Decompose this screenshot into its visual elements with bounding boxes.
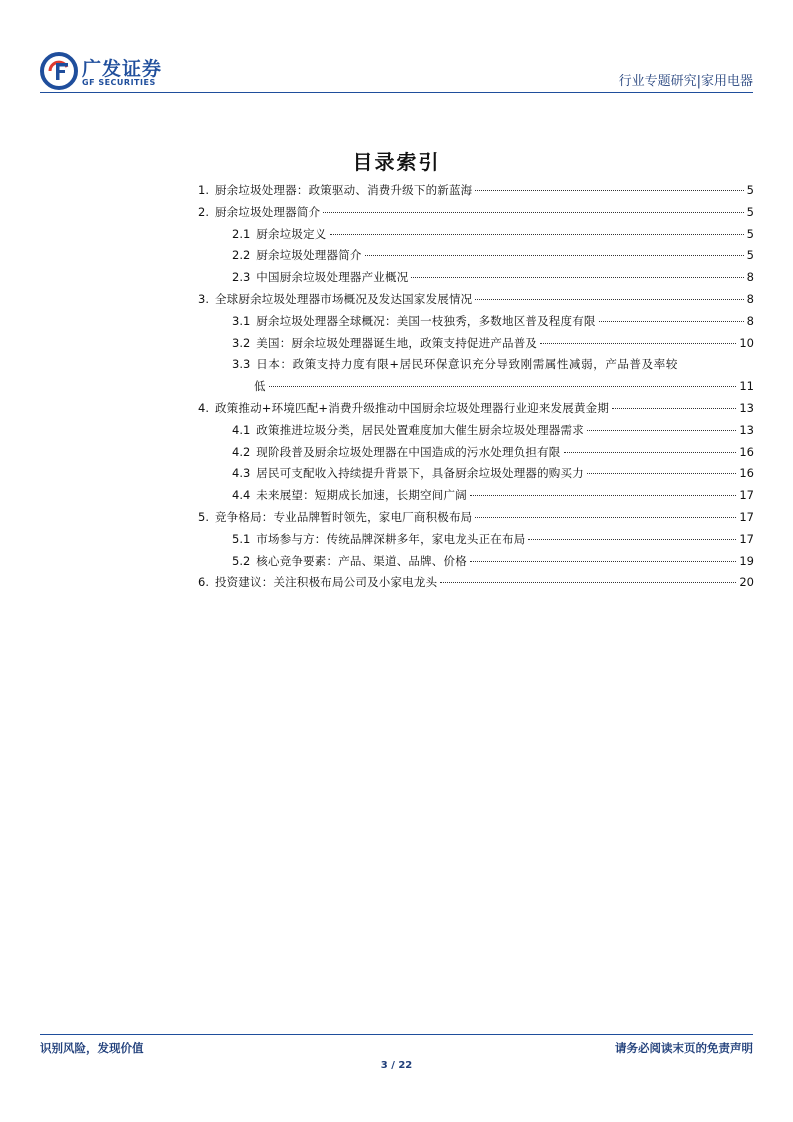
toc-entry[interactable] xyxy=(232,485,754,507)
page-header xyxy=(40,52,753,92)
toc-number: 3.3 xyxy=(232,357,251,372)
toc-leader xyxy=(540,343,736,344)
toc-entry[interactable] xyxy=(232,529,754,551)
toc-leader xyxy=(475,190,743,191)
toc-leader xyxy=(612,408,736,409)
toc-text: 厨余垃圾定义 xyxy=(256,226,327,241)
toc-leader xyxy=(470,495,736,496)
toc-leader xyxy=(587,430,736,431)
toc-leader xyxy=(411,277,743,278)
toc-text: 政策推进垃圾分类，居民处置难度加大催生厨余垃圾处理器需求 xyxy=(256,422,584,437)
toc-text: 核心竞争要素：产品、渠道、品牌、价格 xyxy=(256,553,467,568)
header-divider xyxy=(40,92,753,93)
toc-leader xyxy=(475,299,743,300)
toc-number: 2. xyxy=(198,204,209,219)
toc-text-continued: 低 xyxy=(254,379,266,394)
toc-number: 4.3 xyxy=(232,466,251,481)
page-title: 目录索引 xyxy=(352,150,441,174)
table-of-contents xyxy=(198,180,754,594)
toc-page: 8 xyxy=(746,313,754,328)
toc-page: 19 xyxy=(739,553,754,568)
toc-number: 2.3 xyxy=(232,270,251,285)
toc-number: 5. xyxy=(198,509,209,524)
toc-leader xyxy=(475,517,736,518)
footer-divider xyxy=(40,1034,753,1035)
toc-leader xyxy=(470,561,736,562)
toc-number: 3.2 xyxy=(232,335,251,350)
toc-text: 中国厨余垃圾处理器产业概况 xyxy=(256,270,409,285)
toc-number: 4.2 xyxy=(232,444,251,459)
toc-text: 厨余垃圾处理器：政策驱动、消费升级下的新蓝海 xyxy=(214,183,473,197)
toc-entry[interactable] xyxy=(232,442,754,464)
toc-text: 美国：厨余垃圾处理器诞生地，政策支持促进产品普及 xyxy=(256,335,538,350)
logo-text-en: GF SECURITIES xyxy=(82,78,156,87)
toc-leader xyxy=(365,255,744,256)
toc-entry[interactable] xyxy=(232,333,754,355)
toc-number: 2.2 xyxy=(232,248,251,263)
toc-text: 未来展望：短期成长加速，长期空间广阔 xyxy=(256,488,467,503)
toc-page: 20 xyxy=(739,575,754,590)
toc-text: 厨余垃圾处理器简介 xyxy=(256,248,362,263)
report-category: 行业专题研究|家用电器 xyxy=(618,74,753,89)
toc-entry[interactable] xyxy=(232,311,754,333)
toc-text: 政策推动+环境匹配+消费升级推动中国厨余垃圾处理器行业迎来发展黄金期 xyxy=(214,400,610,415)
toc-page: 5 xyxy=(746,226,754,241)
toc-entry[interactable] xyxy=(198,289,754,311)
toc-leader xyxy=(599,321,744,322)
toc-page: 13 xyxy=(739,422,754,437)
toc-text: 投资建议：关注积极布局公司及小家电龙头 xyxy=(214,575,438,590)
toc-page: 16 xyxy=(739,444,754,459)
footer-disclaimer: 请务必阅读末页的免责声明 xyxy=(615,1041,753,1055)
toc-leader xyxy=(587,473,736,474)
toc-leader xyxy=(528,539,736,540)
toc-entry[interactable] xyxy=(232,420,754,442)
toc-text: 竞争格局：专业品牌暂时领先，家电厂商积极布局 xyxy=(214,509,473,524)
toc-text: 日本：政策支持力度有限+居民环保意识充分导致刚需属性减弱，产品普及率较 xyxy=(256,357,678,372)
toc-entry[interactable] xyxy=(232,267,754,289)
toc-entry[interactable] xyxy=(198,572,754,594)
toc-page: 5 xyxy=(746,204,754,219)
toc-number: 4.1 xyxy=(232,422,251,437)
toc-page: 11 xyxy=(739,379,754,394)
toc-text: 厨余垃圾处理器全球概况：美国一枝独秀，多数地区普及程度有限 xyxy=(256,313,596,328)
toc-leader xyxy=(323,212,743,213)
toc-entry[interactable] xyxy=(198,202,754,224)
toc-page: 17 xyxy=(739,488,754,503)
toc-text: 市场参与方：传统品牌深耕多年，家电龙头正在布局 xyxy=(256,531,526,546)
toc-entry[interactable] xyxy=(232,245,754,267)
toc-number: 4.4 xyxy=(232,488,251,503)
toc-entry[interactable] xyxy=(232,551,754,573)
toc-text: 现阶段普及厨余垃圾处理器在中国造成的污水处理负担有限 xyxy=(256,444,561,459)
toc-number: 2.1 xyxy=(232,226,251,241)
footer-slogan: 识别风险，发现价值 xyxy=(40,1041,144,1055)
toc-entry[interactable] xyxy=(198,398,754,420)
toc-number: 5.1 xyxy=(232,531,251,546)
toc-entry[interactable] xyxy=(232,463,754,485)
toc-number: 3.1 xyxy=(232,313,251,328)
toc-leader xyxy=(440,582,736,583)
toc-page: 5 xyxy=(746,183,754,197)
toc-number: 4. xyxy=(198,400,209,415)
toc-page: 13 xyxy=(739,400,754,415)
toc-number: 3. xyxy=(198,291,209,306)
toc-leader xyxy=(564,452,737,453)
toc-entry[interactable] xyxy=(198,180,754,202)
gf-logo-icon xyxy=(40,52,78,90)
toc-text: 厨余垃圾处理器简介 xyxy=(214,204,321,219)
logo-text-cn: 广发证券 xyxy=(82,58,163,80)
toc-page: 5 xyxy=(746,248,754,263)
toc-entry[interactable] xyxy=(232,224,754,246)
toc-text: 全球厨余垃圾处理器市场概况及发达国家发展情况 xyxy=(214,291,473,306)
toc-page: 10 xyxy=(739,335,754,350)
toc-page: 8 xyxy=(746,291,754,306)
toc-number: 5.2 xyxy=(232,553,251,568)
toc-number: 1. xyxy=(198,183,209,197)
toc-leader xyxy=(330,234,744,235)
page-number: 3 / 22 xyxy=(380,1060,413,1071)
toc-page: 16 xyxy=(739,466,754,481)
toc-entry[interactable] xyxy=(232,354,754,398)
toc-leader xyxy=(269,386,737,387)
toc-entry[interactable] xyxy=(198,507,754,529)
toc-text: 居民可支配收入持续提升背景下，具备厨余垃圾处理器的购买力 xyxy=(256,466,584,481)
toc-number: 6. xyxy=(198,575,209,590)
company-logo xyxy=(40,52,240,92)
toc-page: 8 xyxy=(746,270,754,285)
toc-page: 17 xyxy=(739,509,754,524)
toc-page: 17 xyxy=(739,531,754,546)
